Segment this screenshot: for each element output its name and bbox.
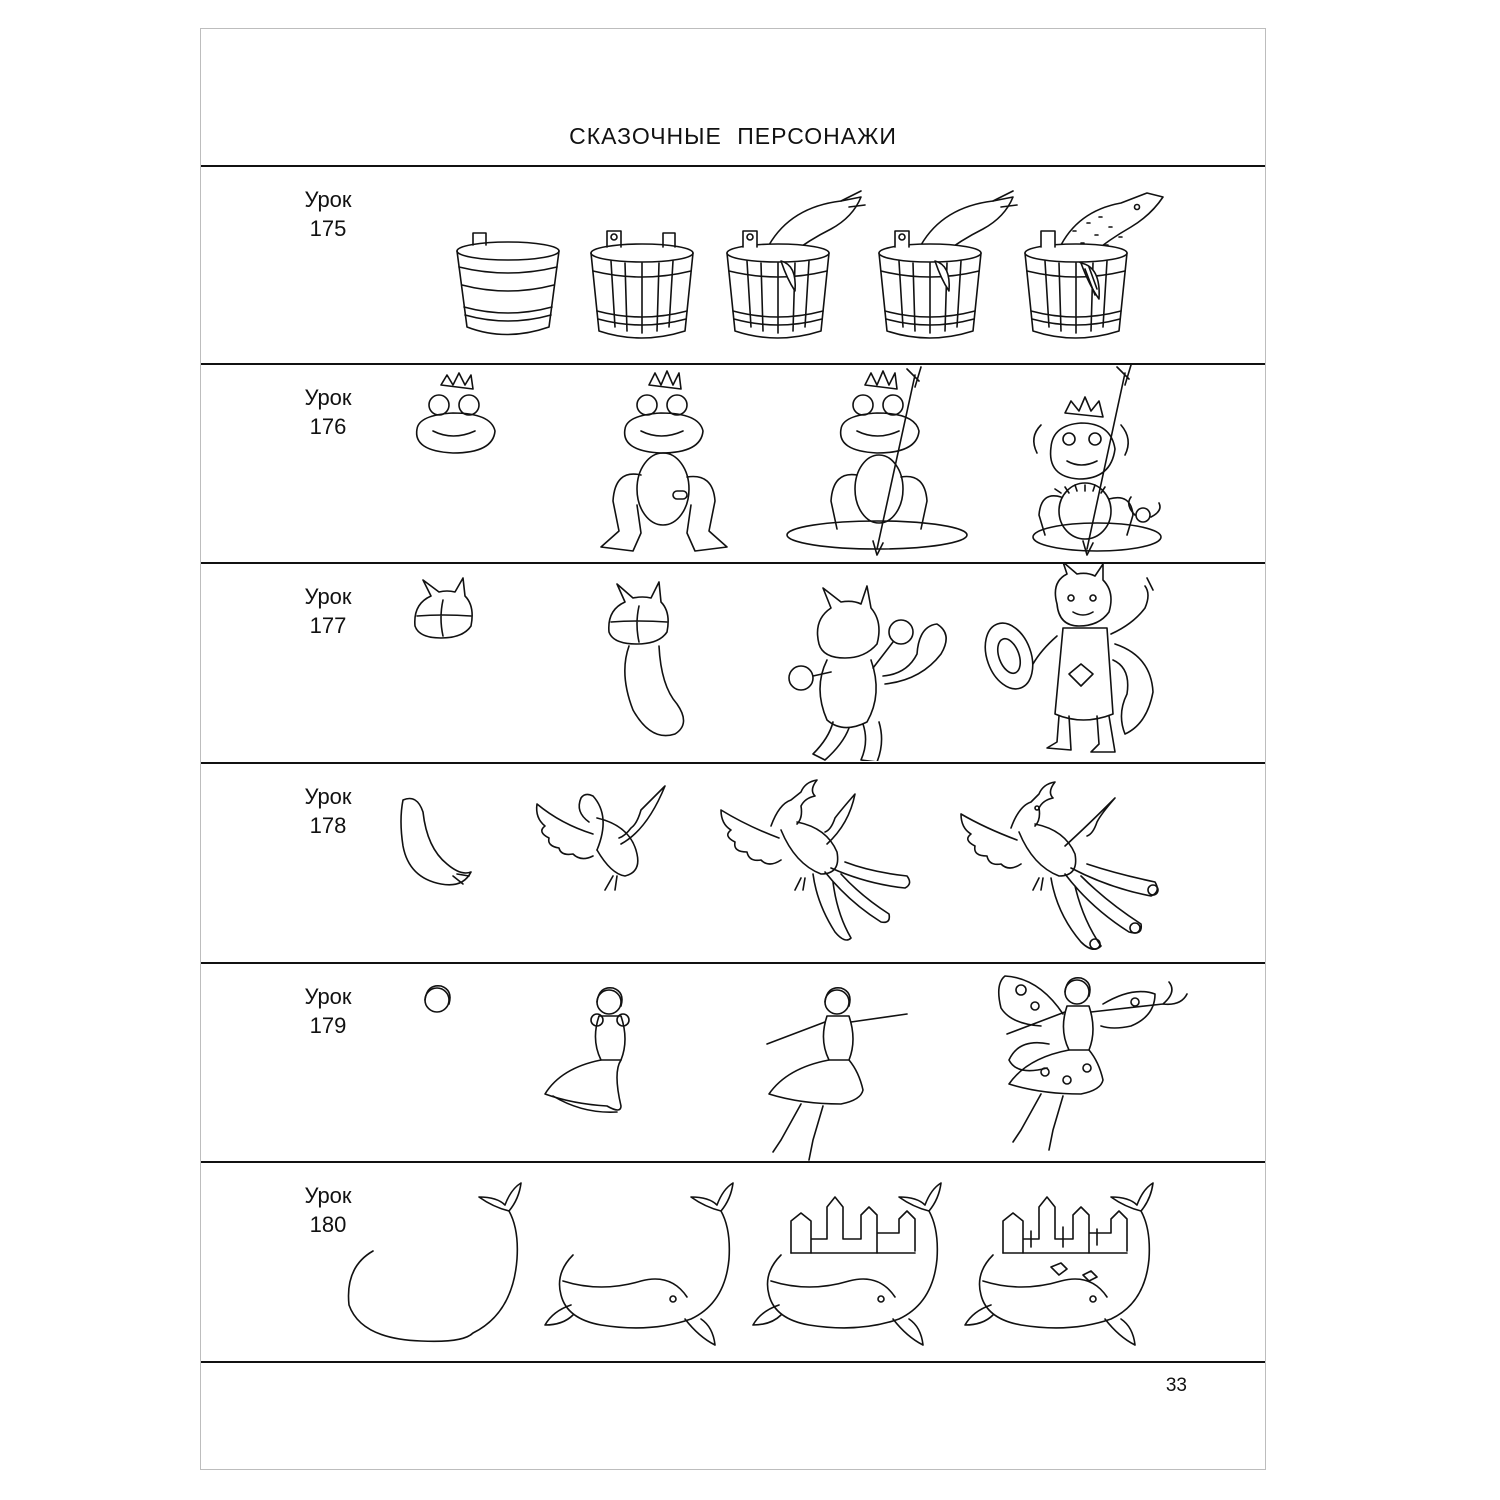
frog-with-arrow-sketch-3 (787, 367, 967, 555)
puss-in-boots-final (977, 564, 1153, 752)
girl-sketch-2 (545, 988, 629, 1112)
page-title: СКАЗОЧНЫЕ ПЕРСОНАЖИ (569, 123, 897, 149)
fairy-final (999, 976, 1187, 1150)
illustration-strip (201, 365, 1267, 562)
girl-dancing-sketch-3 (767, 988, 907, 1160)
page-number: 33 (1165, 1375, 1187, 1396)
whale-sketch-2 (545, 1183, 733, 1345)
lesson-word: Урок (304, 187, 352, 212)
girl-head-sketch-1 (425, 986, 450, 1012)
bucket-sketch-2 (591, 231, 693, 338)
cat-sketch-2 (609, 582, 684, 736)
bird-sketch-3 (721, 780, 910, 940)
illustration-strip (201, 564, 1267, 761)
bird-sketch-2 (537, 786, 665, 890)
frog-princess-final (1033, 365, 1161, 555)
lesson-number: 175 (309, 216, 347, 241)
bucket-with-pike-final (1025, 193, 1163, 338)
whale-island-final (965, 1183, 1153, 1345)
firebird-final (961, 782, 1158, 949)
lesson-row-179 (201, 964, 1265, 1161)
lesson-number: 177 (309, 613, 347, 638)
lesson-number: 180 (309, 1212, 347, 1237)
bucket-with-fish-sketch-3 (727, 191, 865, 338)
lesson-word: Урок (304, 385, 352, 410)
bucket-with-fish-sketch-4 (879, 191, 1017, 338)
whale-sketch-1 (349, 1183, 522, 1341)
illustration-strip (201, 1163, 1267, 1360)
lesson-row-175 (201, 167, 1265, 364)
lesson-row-176 (201, 365, 1265, 562)
frog-sketch-1 (417, 373, 495, 453)
cat-sketch-3 (789, 586, 946, 761)
lesson-word: Урок (304, 784, 352, 809)
lesson-word: Урок (304, 984, 352, 1009)
bucket-sketch-1 (457, 233, 559, 335)
frog-sketch-2 (601, 371, 727, 551)
lesson-row-180 (201, 1163, 1265, 1360)
lesson-number: 176 (309, 414, 347, 439)
lesson-row-178 (201, 764, 1265, 961)
lesson-row-177 (201, 564, 1265, 761)
lesson-number: 179 (309, 1013, 347, 1038)
workbook-page (200, 28, 1266, 1470)
whale-with-castle-sketch-3 (753, 1183, 941, 1345)
lesson-number: 178 (309, 813, 347, 838)
divider (201, 1361, 1265, 1363)
lesson-word: Урок (304, 584, 352, 609)
bird-sketch-1 (401, 799, 471, 885)
lesson-word: Урок (304, 1183, 352, 1208)
cat-sketch-1 (415, 578, 472, 638)
illustration-strip (201, 167, 1267, 364)
illustration-strip (201, 964, 1267, 1161)
illustration-strip (201, 764, 1267, 961)
